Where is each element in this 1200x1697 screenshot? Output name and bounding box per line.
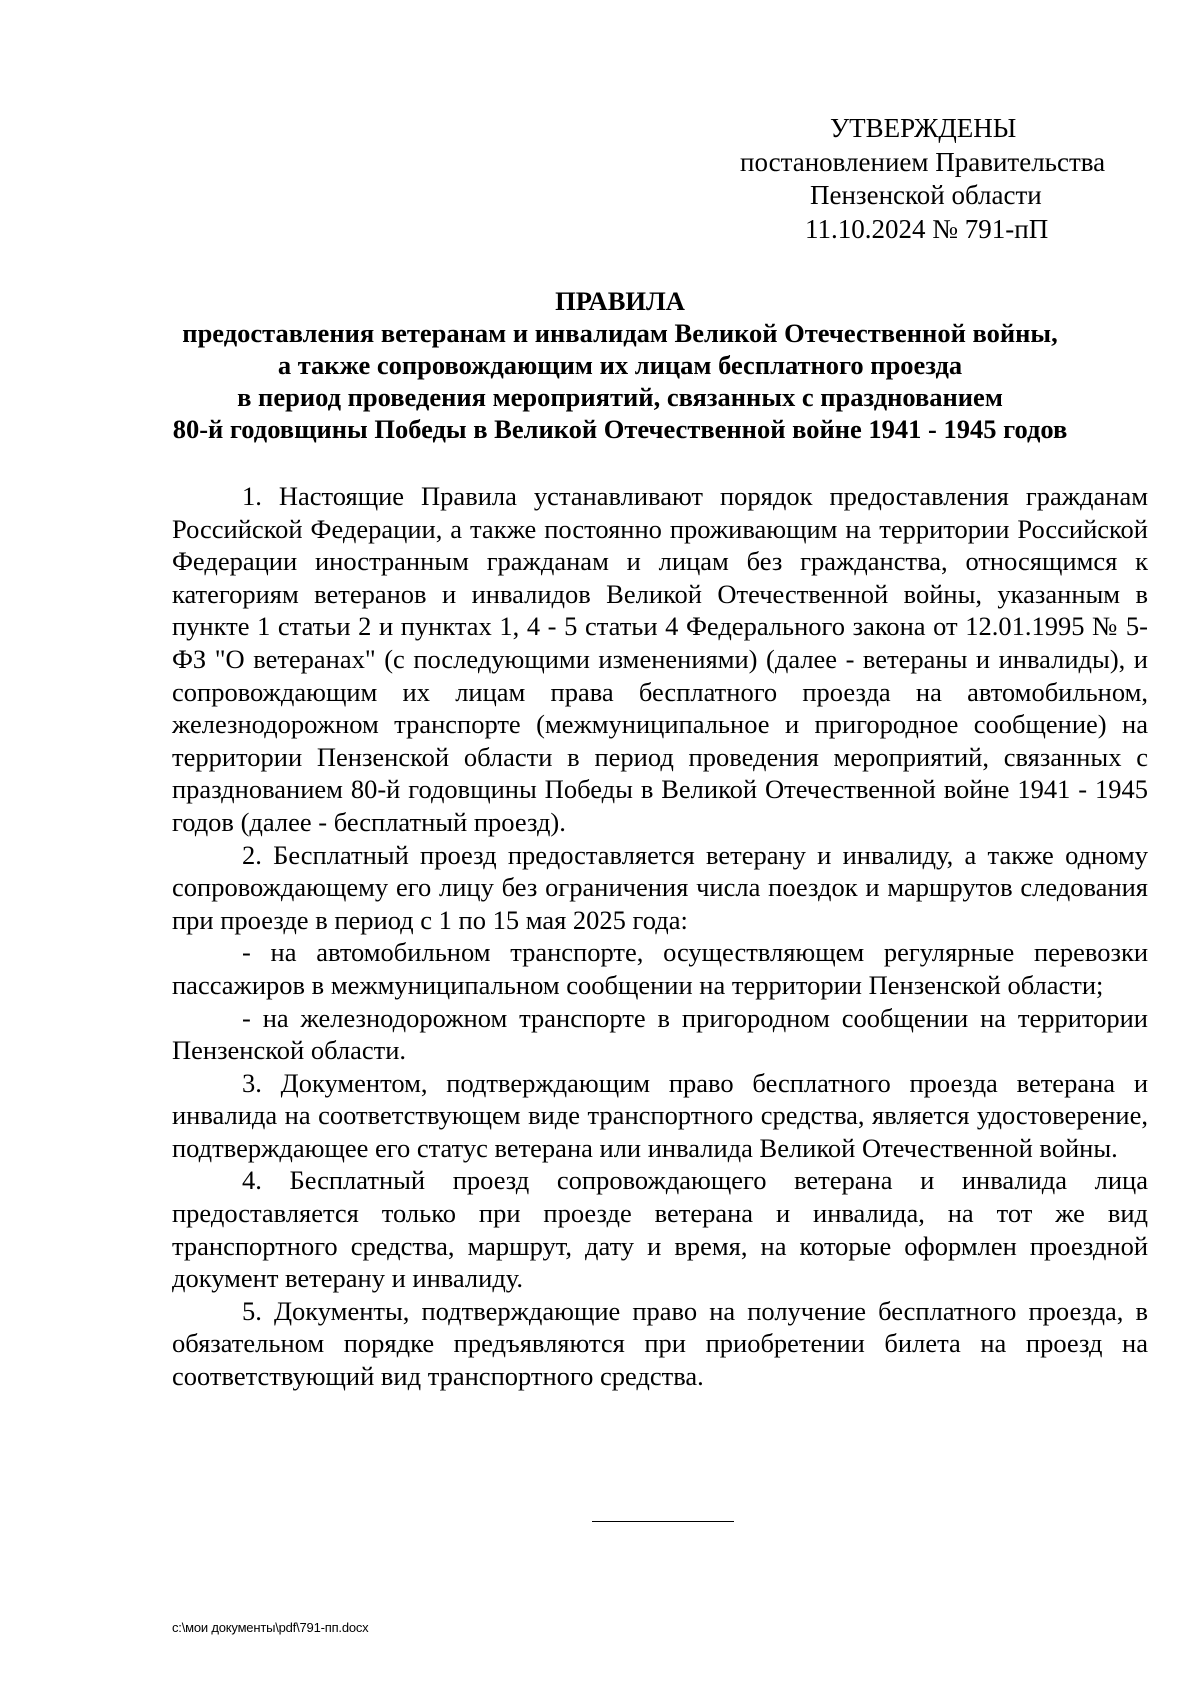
approval-date-number: 11.10.2024 № 791-пП — [805, 213, 1049, 244]
paragraph-4: 4. Бесплатный проезд сопровождающего ветерана и инвалида лица предоставляется только при проезде ветерана и инвалида, на тот же вид транспортного средства, маршрут, дату и время, на которые оформлен проездной документ ветерану и инвалиду. — [172, 1165, 1148, 1294]
paragraph-1: 1. Настоящие Правила устанавливают порядок предоставления гражданам Российской Федерации, а также постоянно проживающим на территории Российской Федерации иностранным гражданам и лицам без гражданства, относящимся к категориям ветеранов и инвалидов Великой Отечественной войны, указанным в пункте 1 статьи 2 и пунктах 1, 4 - 5 статьи 4 Федерального закона от 12.01.1995 № 5-ФЗ "О ветеранах" (с последующими изменениями) (далее - ветераны и инвалиды), и сопровождающим их лицам права бесплатного проезда на автомобильном, железнодорожном транспорте (межмуниципальное и пригородное сообщение) на территории Пензенской области в период проведения мероприятий, связанных с празднованием 80-й годовщины Победы в Великой Отечественной войне 1941 - 1945 годов (далее - бесплатный проезд). — [172, 481, 1148, 837]
approval-heading: УТВЕРЖДЕНЫ — [830, 113, 1017, 143]
approval-stamp — [700, 112, 1160, 246]
title-line-4: 80-й годовщины Победы в Великой Отечественной войне 1941 - 1945 годов — [172, 414, 1068, 444]
title-line-1: предоставления ветеранам и инвалидам Великой Отечественной войны, — [182, 318, 1058, 348]
paragraph-2-item-rail: - на железнодорожном транспорте в пригородном сообщении на территории Пензенской области. — [172, 1002, 1148, 1066]
end-divider — [592, 1521, 734, 1522]
footer-file-path: c:\мои документы\pdf\791-пп.docx — [172, 1620, 369, 1635]
document-title — [140, 285, 1100, 445]
title-line-2: а также сопровождающим их лицам бесплатного проезда — [277, 350, 963, 380]
title-heading: ПРАВИЛА — [555, 286, 685, 316]
paragraph-3: 3. Документом, подтверждающим право бесплатного проезда ветерана и инвалида на соответствующем виде транспортного средства, является удостоверение, подтверждающее его статус ветерана или инвалида Великой Отечественной войны. — [172, 1067, 1148, 1163]
approval-issuer: постановлением Правительства — [740, 146, 1106, 177]
title-line-3: в период проведения мероприятий, связанных с празднованием — [237, 382, 1003, 412]
paragraph-2-item-bus: - на автомобильном транспорте, осуществляющем регулярные перевозки пассажиров в межмуниципальном сообщении на территории Пензенской области; — [172, 937, 1148, 1000]
approval-region: Пензенской области — [810, 180, 1042, 210]
paragraph-5: 5. Документы, подтверждающие право на получение бесплатного проезда, в обязательном порядке предъявляются при приобретении билета на проезд на соответствующий вид транспортного средства. — [172, 1295, 1148, 1392]
paragraph-2: 2. Бесплатный проезд предоставляется ветерану и инвалиду, а также одному сопровождающему его лицу без ограничения числа поездок и маршрутов следования при проезде в период с 1 по 15 мая 2025 года: — [172, 839, 1148, 935]
document-body — [172, 480, 1148, 1393]
